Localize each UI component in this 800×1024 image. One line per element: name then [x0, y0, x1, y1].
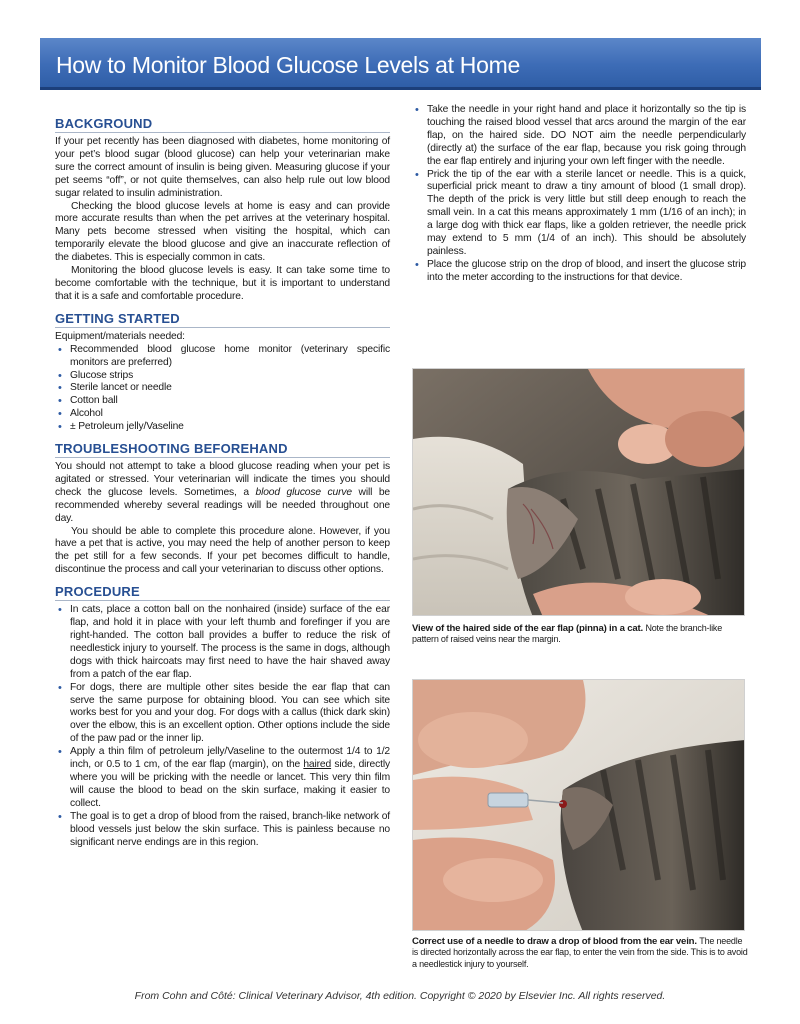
- procedure-section: [55, 584, 390, 849]
- getting-started-section: [55, 311, 390, 434]
- background-section: [55, 116, 390, 304]
- needle-illustration: [413, 680, 745, 931]
- bullet-icon: •: [58, 421, 62, 434]
- list-item: • Recommended blood glucose home monitor (veterinary specific monitors are preferred): [58, 343, 390, 368]
- procedure-list-continued: [412, 104, 746, 285]
- figure-2-caption: Correct use of a needle to draw a drop of blood from the ear vein. The needle is directed horizontally across the ear flap, to enter the vein from the side. This is to avoid a needlestick injury to yourself.: [412, 936, 748, 969]
- ear-flap-photo: [412, 368, 745, 616]
- needle-photo: [412, 679, 745, 931]
- bullet-icon: •: [58, 382, 62, 395]
- bullet-icon: •: [58, 343, 62, 356]
- troubleshooting-paragraph-1: You should not attempt to take a blood glucose reading when your pet is agitated or stressed. Your veterinarian will indicate the times you should check the glucose levels. Sometimes, a blood glucose curve will be recommended whereby several readings will be needed throughout one day.: [55, 461, 390, 524]
- list-item: • Take the needle in your right hand and place it horizontally so the tip is touching the raised blood vessel that arcs around the margin of the ear flap, on the haired side. DO NOT aim the needle perpendicularly (directly at) the surface of the ear flap, because you risk going through the ear flap entirely and injuring your own left finger with the needle.: [415, 104, 746, 167]
- list-item: • Place the glucose strip on the drop of blood, and insert the glucose strip into the meter according to the instructions for that device.: [415, 258, 746, 283]
- background-paragraph-1: If your pet recently has been diagnosed with diabetes, home monitoring of your pet’s blood sugar (blood glucose) can help your veterinarian make sure the correct amount of insulin is being given. Measuring glucose if your pet seems “off”, or not quite themselves, can also help rule out low blood sugar related to insulin administration.: [55, 136, 390, 199]
- bullet-icon: •: [58, 746, 62, 759]
- background-heading: BACKGROUND: [55, 116, 390, 133]
- bullet-icon: •: [58, 810, 62, 823]
- underlined-text: haired: [303, 759, 332, 771]
- list-item: • For dogs, there are multiple other sites beside the ear flap that can serve the same purpose for obtaining blood. You can see which site works best for you and your dog. For dogs with a callus (thick dark skin) over the elbow, this is an excellent option. Other options include the side of the paw pad or the inner lip.: [58, 681, 390, 745]
- list-item: • Cotton ball: [58, 395, 118, 408]
- troubleshooting-heading: TROUBLESHOOTING BEFOREHAND: [55, 441, 390, 458]
- title-banner: [40, 38, 761, 90]
- background-paragraph-3: Monitoring the blood glucose levels is easy. It can take some time to become comfortable with the technique, but it is important to understand that it is a safe and comfortable procedure.: [55, 265, 390, 302]
- right-column: [412, 104, 746, 285]
- ear-flap-illustration: [413, 369, 745, 616]
- background-paragraph-2: Checking the blood glucose levels at home is easy and can provide more accurate results than when the pet arrives at the veterinary hospital. Many pets become stressed when visiting the hospital, which can temporarily elevate the blood glucose and give an inaccurate reflection of the diabetes. This is especially common in cats.: [55, 200, 390, 264]
- emphasis-text: blood glucose curve: [255, 486, 352, 498]
- equipment-intro: Equipment/materials needed:: [55, 330, 185, 342]
- page-title: How to Monitor Blood Glucose Levels at Home: [56, 52, 520, 78]
- bullet-icon: •: [415, 104, 419, 116]
- figure-1-caption: View of the haired side of the ear flap (pinna) in a cat. Note the branch-like pattern of raised veins near the margin.: [412, 623, 722, 645]
- procedure-heading: PROCEDURE: [55, 584, 390, 601]
- troubleshooting-section: [55, 441, 390, 577]
- list-item: • Alcohol: [58, 408, 103, 421]
- list-item: • Prick the tip of the ear with a sterile lancet or needle. This is a quick, superficial prick meant to draw a tiny amount of blood (1 small drop). The depth of the prick is very little but still deep enough to reach the small vein. In a cat this means approximately 1 mm (1/16 of an inch); in a large dog with thick ear flaps, like a golden retriever, the needle prick may extend to 5 mm (1/4 of an inch). This should be absolutely painless.: [415, 168, 746, 257]
- list-item: • ± Petroleum jelly/Vaseline: [58, 421, 184, 434]
- copyright-footer: From Cohn and Côté: Clinical Veterinary Advisor, 4th edition. Copyright © 2020 by Elsevier Inc. All rights reserved.: [134, 990, 666, 1002]
- procedure-list: [55, 604, 390, 849]
- list-item: • In cats, place a cotton ball on the nonhaired (inside) surface of the ear flap, and hold it in place with your left thumb and forefinger if you are right-handed. The cotton ball provides a buffer to reduce the risk of needlestick injury to yourself. The process is the same in dogs, although dogs with thick haircoats may first need to have the hair shaved away from a patch of the ear flap.: [58, 604, 390, 680]
- bullet-icon: •: [58, 408, 62, 421]
- bullet-icon: •: [58, 369, 62, 382]
- bullet-icon: •: [58, 395, 62, 408]
- list-item: • Glucose strips: [58, 369, 134, 382]
- bullet-icon: •: [415, 258, 419, 271]
- troubleshooting-paragraph-2: You should be able to complete this procedure alone. However, if you have a pet that is active, you may need the help of another person to keep the pet still for a few seconds. If your pet becomes difficult to handle, discontinue the process and call your veterinarian to discuss other options.: [55, 525, 390, 576]
- getting-started-heading: GETTING STARTED: [55, 311, 390, 328]
- bullet-icon: •: [415, 168, 419, 181]
- bullet-icon: •: [58, 604, 62, 617]
- equipment-list: [55, 344, 390, 434]
- list-item: • Sterile lancet or needle: [58, 382, 172, 395]
- bullet-icon: •: [58, 681, 62, 694]
- left-column: [55, 116, 390, 856]
- list-item: • The goal is to get a drop of blood from the raised, branch-like network of blood vessels just below the skin surface. This is painless because no significant nerve endings are in this region.: [58, 810, 390, 848]
- list-item: • Apply a thin film of petroleum jelly/Vaseline to the outermost 1/4 to 1/2 inch, or 0.5 to 1 cm, of the ear flap (margin), on the haired side, directly where you will be pricking with the needle or lancet. This very thin film will cause the blood to bead on the skin surface, making it easier to collect.: [58, 746, 390, 809]
